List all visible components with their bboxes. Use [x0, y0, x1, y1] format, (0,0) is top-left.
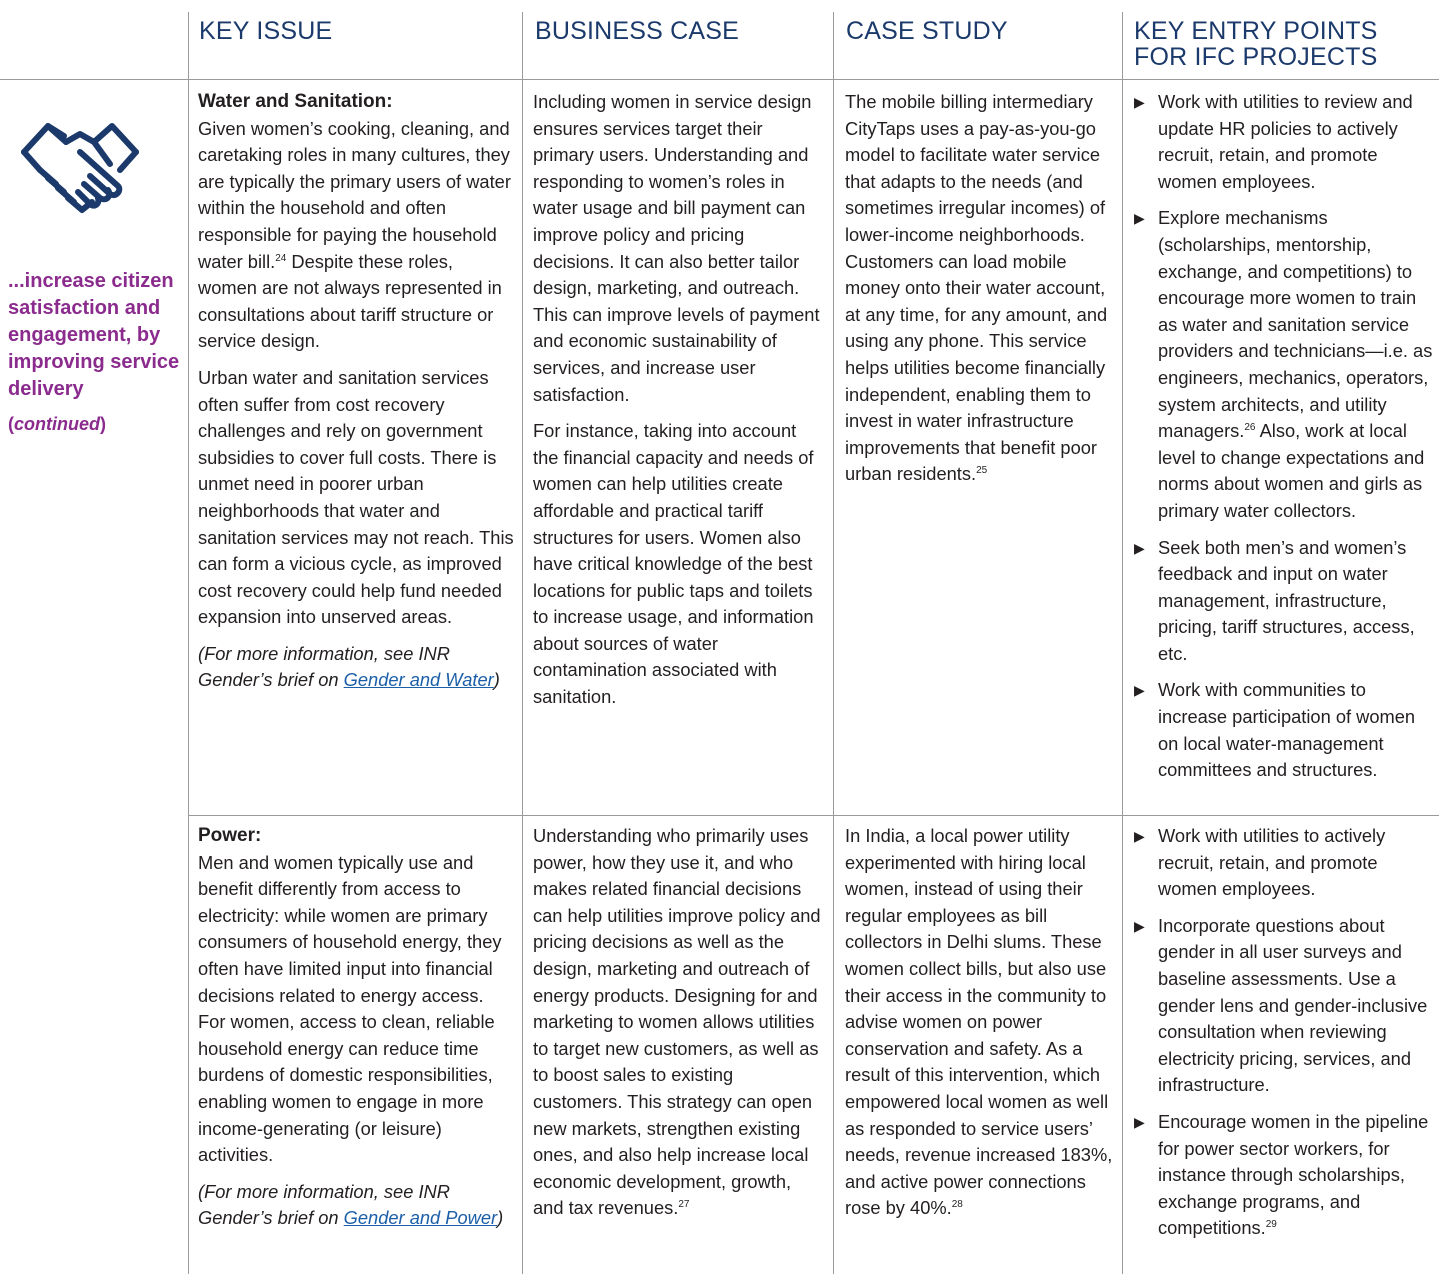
- list-item: ▶ Incorporate questions about gender in all user surveys and baseline assessments. Use a gender lens and gender-inclusive consultation when reviewing electricity pricing, services, and infrastructure.: [1134, 913, 1436, 1099]
- column-divider: [1122, 12, 1123, 1274]
- handshake-icon: [18, 112, 142, 218]
- row-water-key-issue: [198, 89, 514, 704]
- more-info-note: (For more information, see INR Gender’s brief on Gender and Water): [198, 642, 500, 691]
- list-item: ▶ Encourage women in the pipeline for power sector workers, for instance through scholarships, exchange programs, and competitions.$^{29}$: [1134, 1109, 1436, 1242]
- issue-paragraph: Given women’s cooking, cleaning, and caretaking roles in many cultures, they are typically the primary users of water within the household and often responsible for paying the household water bill.$^{24}$ Despite these roles, women are not always represented in consultations about tariff structure or service design.: [198, 117, 511, 352]
- header-business-case: BUSINESS CASE: [535, 17, 740, 45]
- row-title: Power:: [198, 825, 262, 846]
- header-key-issue: KEY ISSUE: [199, 17, 333, 45]
- row-title: Water and Sanitation:: [198, 91, 393, 112]
- row-power-business-case: [533, 823, 825, 1232]
- row-water-entry-points: [1134, 89, 1436, 794]
- header-entry-points: KEY ENTRY POINTS FOR IFC PROJECTS: [1134, 17, 1378, 71]
- issue-paragraph: Urban water and sanitation services often suffer from cost recovery challenges and rely on government subsidies to cover full costs. There is unmet need in poorer urban neighborhoods that water and sanitation services may not reach. This can form a vicious cycle, as improved cost recovery could help fund needed expansion into unserved areas.: [198, 366, 514, 628]
- column-divider: [833, 12, 834, 1274]
- row-water-case-study: [845, 89, 1115, 498]
- column-divider: [188, 12, 189, 1274]
- row-water-business-case: [533, 89, 825, 721]
- case-paragraph: The mobile billing intermediary CityTaps uses a pay-as-you-go model to facilitate water service that adapts to the needs (and sometimes irregular incomes) of lower-income neighborhoods. Customers can load mobile money onto their water account, at any time, for any amount, and using any phone. This service helps utilities become financially independent, enabling them to invest in water infrastructure improvements that benefit poor urban residents.$^{25}$: [845, 91, 1108, 485]
- row-rule: [188, 815, 1439, 816]
- row-power-entry-points: [1134, 823, 1436, 1252]
- list-item: ▶ Explore mechanisms (scholarships, mentorship, exchange, and competitions) to encourage more women to train as water and sanitation service providers and technicians—i.e. as engineers, mechanics, operators, system architects, and utility managers.$^{26}$ Also, work at local level to change expectations and norms about women and girls as primary water collectors.: [1134, 205, 1436, 524]
- continued-label: (continued): [8, 414, 106, 434]
- list-item: ▶ Work with utilities to actively recruit, retain, and promote women employees.: [1134, 823, 1436, 903]
- section-label: [8, 268, 180, 438]
- column-divider: [522, 12, 523, 1274]
- business-paragraph: Including women in service design ensures services target their primary users. Understanding and responding to women’s roles in water usage and bill payment can improve policy and pricing decisions. It can also better tailor design, marketing, and outreach. This can improve levels of payment and economic sustainability of services, and increase user satisfaction.: [533, 91, 820, 405]
- more-info-note: (For more information, see INR Gender’s brief on Gender and Power): [198, 1180, 504, 1229]
- gender-water-link[interactable]: Gender and Water: [343, 669, 494, 691]
- business-paragraph: For instance, taking into account the financial capacity and needs of women can help utilities create affordable and practical tariff structures for users. Women also have critical knowledge of the best locations for public taps and toilets to increase usage, and information about sources of water contamination associated with sanitation.: [533, 420, 814, 708]
- case-paragraph: In India, a local power utility experimented with hiring local women, instead of using their regular employees as bill collectors in Delhi slums. These women collect bills, but also use their access in the community to advise women on power conservation and safety. As a result of this intervention, which empowered local women as well as responded to service users’ needs, revenue increased 183%, and active power connections rose by 40%.$^{28}$: [845, 825, 1113, 1219]
- entry-points-list: [1134, 89, 1436, 784]
- issue-paragraph: Men and women typically use and benefit differently from access to electricity: while women are primary consumers of household energy, they often have limited input into financial decisions related to energy access. For women, access to clean, reliable household energy can reduce time burdens of domestic responsibilities, enabling women to engage in more income-generating (or leisure) activities.: [198, 851, 502, 1166]
- header-rule: [0, 79, 1439, 80]
- row-power-case-study: [845, 823, 1117, 1232]
- list-item: ▶ Seek both men’s and women’s feedback and input on water management, infrastructure, pricing, tariff structures, access, etc.: [1134, 535, 1436, 668]
- list-item: ▶ Work with utilities to review and update HR policies to actively recruit, retain, and promote women employees.: [1134, 89, 1436, 195]
- list-item: ▶ Work with communities to increase participation of women on local water-management committees and structures.: [1134, 677, 1436, 783]
- header-case-study: CASE STUDY: [846, 17, 1008, 45]
- business-paragraph: Understanding who primarily uses power, how they use it, and who makes related financial decisions can help utilities improve policy and pricing decisions as well as the design, marketing and outreach of energy products. Designing for and marketing to women allows utilities to target new customers, as well as to boost sales to existing customers. This strategy can open new markets, strengthen existing ones, and also help increase local economic development, growth, and tax revenues.$^{27}$: [533, 825, 821, 1219]
- section-label-text: ...increase citizen satisfaction and engagement, by improving service delivery: [8, 270, 180, 400]
- row-power-key-issue: [198, 823, 516, 1242]
- gender-power-link[interactable]: Gender and Power: [343, 1207, 498, 1229]
- entry-points-list: [1134, 823, 1436, 1242]
